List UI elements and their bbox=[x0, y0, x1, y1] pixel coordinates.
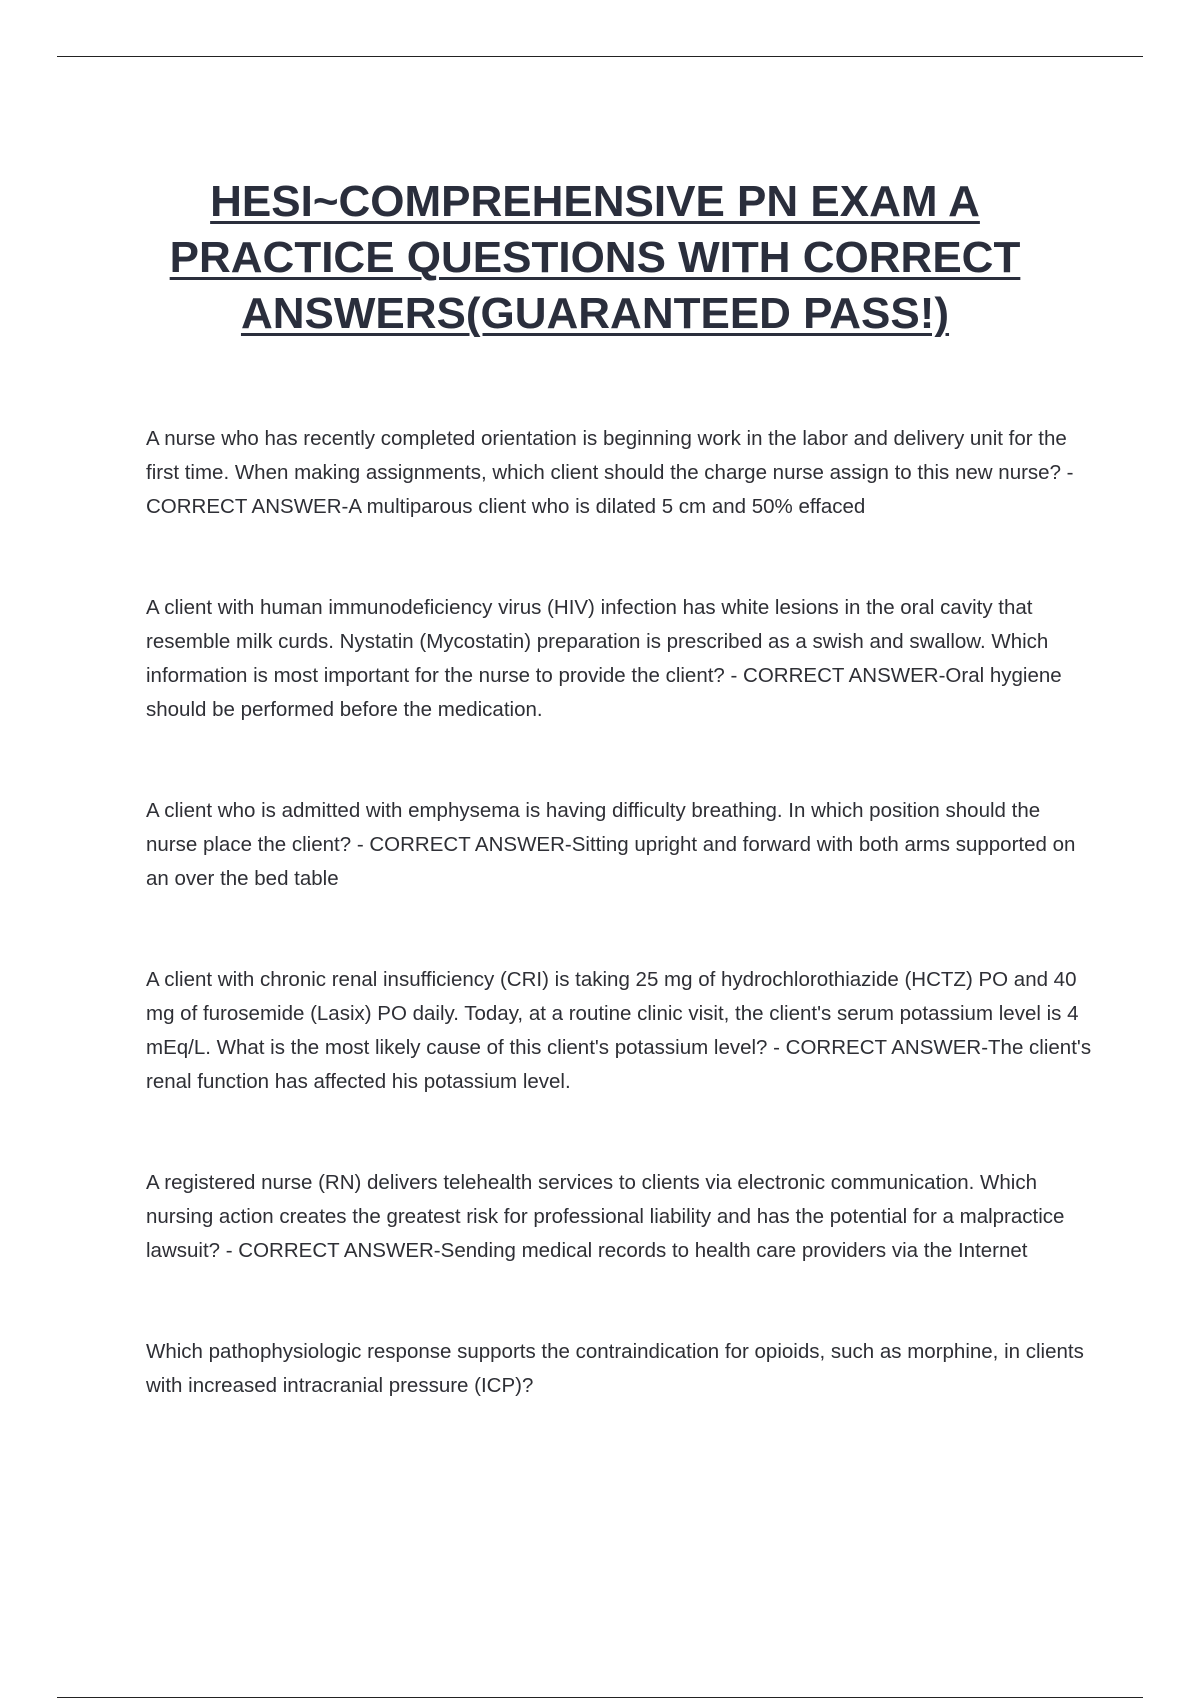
header-rule bbox=[57, 56, 1143, 57]
question-list bbox=[146, 422, 1096, 1470]
qa-item-4 bbox=[146, 963, 1096, 1099]
question-text: A registered nurse (RN) delivers telehealth services to clients via electronic communication. Which nursing action creates the greatest risk for professional liability and has the potential for a malpractice lawsuit? bbox=[146, 1171, 1065, 1262]
answer-separator: - CORRECT ANSWER- bbox=[146, 461, 1074, 518]
answer-text: Sitting upright and forward with both arms supported on an over the bed table bbox=[146, 833, 1076, 890]
answer-separator: - CORRECT ANSWER- bbox=[724, 664, 946, 687]
qa-item-3 bbox=[146, 794, 1096, 896]
question-text: A client with chronic renal insufficiency (CRI) is taking 25 mg of hydrochlorothiazide (HCTZ) PO and 40 mg of furosemide (Lasix) PO daily. Today, at a routine clinic visit, the client's serum potassium level is 4 mEq/L. What is the most likely cause of this client's potassium level? bbox=[146, 968, 1079, 1059]
qa-item-1 bbox=[146, 422, 1096, 524]
question-text: A nurse who has recently completed orientation is beginning work in the labor and delivery unit for the first time. When making assignments, which client should the charge nurse assign to this new nurse? bbox=[146, 427, 1067, 484]
question-text: A client with human immunodeficiency virus (HIV) infection has white lesions in the oral cavity that resemble milk curds. Nystatin (Mycostatin) preparation is prescribed as a swish and swallow. Which information is most important for the nurse to provide the client? bbox=[146, 596, 1049, 687]
footer-rule bbox=[57, 1697, 1143, 1698]
answer-text: A multiparous client who is dilated 5 cm and 50% effaced bbox=[348, 495, 866, 518]
qa-item-2 bbox=[146, 591, 1096, 727]
page-title bbox=[130, 174, 1060, 342]
answer-separator: - CORRECT ANSWER- bbox=[767, 1036, 989, 1059]
answer-text: The client's renal function has affected his potassium level. bbox=[146, 1036, 1092, 1093]
answer-text: Oral hygiene should be performed before the medication. bbox=[146, 664, 1062, 721]
question-text: Which pathophysiologic response supports the contraindication for opioids, such as morphine, in clients with increased intracranial pressure (ICP)? bbox=[146, 1340, 1084, 1397]
question-text: A client who is admitted with emphysema is having difficulty breathing. In which position should the nurse place the client? bbox=[146, 799, 1041, 856]
answer-text: Sending medical records to health care providers via the Internet bbox=[440, 1239, 1028, 1262]
qa-item-5 bbox=[146, 1166, 1096, 1268]
qa-item-6 bbox=[146, 1335, 1096, 1403]
answer-separator: - CORRECT ANSWER- bbox=[351, 833, 572, 856]
answer-separator: - CORRECT ANSWER- bbox=[220, 1239, 441, 1262]
page-title-text: HESI~COMPREHENSIVE PN EXAM A PRACTICE QUESTIONS WITH CORRECT ANSWERS(GUARANTEED PASS!) bbox=[169, 177, 1021, 339]
